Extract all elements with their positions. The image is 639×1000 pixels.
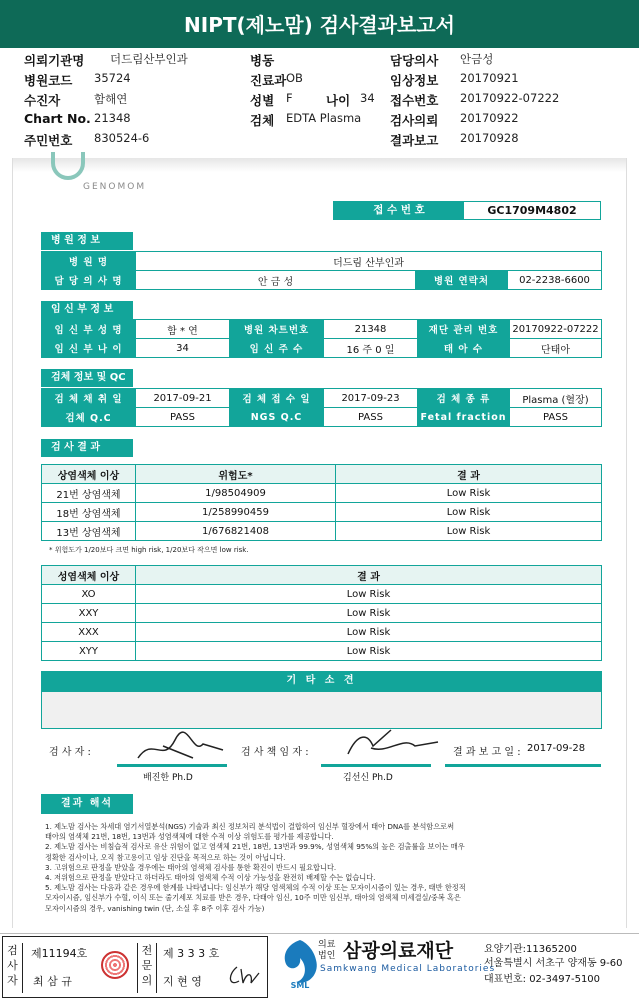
cell-label: 임 신 부 나 이 xyxy=(42,339,136,358)
interpretation-line: 4. 저위험으로 판정을 받았다고 하더라도 태아의 염색체 수적 이상 가능성을 완전히 배제할 수는 없습니다. xyxy=(45,873,376,883)
results-section-title: 검 사 결 과 xyxy=(41,439,133,457)
header-value: 35724 xyxy=(94,71,131,85)
column-header: 결 과 xyxy=(136,566,602,585)
header-value: 20170928 xyxy=(460,131,519,145)
header-label: 검체 xyxy=(250,113,275,128)
table-cell: Low Risk xyxy=(136,642,602,661)
tester-label: 검 사 자 : xyxy=(49,747,91,758)
table-cell: XXY xyxy=(42,604,136,623)
table-cell: 13번 상염색체 xyxy=(42,522,136,541)
chief-name: 김선신 Ph.D xyxy=(343,773,393,783)
report-header-info xyxy=(24,51,624,151)
header-label: 성별 xyxy=(250,93,275,108)
cell-label: NGS Q.C xyxy=(230,408,324,427)
signature-line xyxy=(117,764,227,767)
interpretation-line: 태아의 염색체 21번, 18번, 13번과 성염색체에 대한 수적 이상 위험도를 평가를 제공합니다. xyxy=(45,832,334,842)
table-cell: XO xyxy=(42,585,136,604)
specialist-signature xyxy=(225,961,261,989)
header-label: 나이 xyxy=(326,93,351,108)
header-value: 830524-6 xyxy=(94,131,150,145)
table-row xyxy=(42,522,602,541)
footer xyxy=(0,933,639,1000)
report-sheet xyxy=(12,158,627,928)
report-date: 2017-09-28 xyxy=(527,743,586,754)
header-label: Chart No. xyxy=(24,111,91,126)
report-title: NIPT(제노맘) 검사결과보고서 xyxy=(0,0,639,48)
hospital-table xyxy=(41,251,602,290)
header-value: F xyxy=(286,91,293,105)
column-header: 성염색체 이상 xyxy=(42,566,136,585)
seal-stamp xyxy=(101,951,129,979)
table-row xyxy=(42,623,602,642)
cell-label: Fetal fraction xyxy=(418,408,510,427)
license-number: 제11194호 xyxy=(31,947,88,960)
tester-vertical-label: 검사자 xyxy=(3,943,23,993)
cell-value: 34 xyxy=(136,339,230,358)
table-cell: XYY xyxy=(42,642,136,661)
header-label: 결과보고 xyxy=(390,133,439,148)
header-label: 접수번호 xyxy=(390,93,439,108)
cell-label: 검체 Q.C xyxy=(42,408,136,427)
interpretation-line: 정확한 검사이나, 오직 참고용이고 임상 진단을 목적으로 하는 것이 아닙니다. xyxy=(45,852,286,862)
license-number: 제 3 3 3 호 xyxy=(163,947,220,960)
sml-logo-icon xyxy=(278,938,322,990)
header-label: 의뢰기관명 xyxy=(24,53,85,68)
report-date-label: 결 과 보 고 일 : xyxy=(453,747,521,758)
etc-content xyxy=(41,691,602,729)
header-value: EDTA Plasma xyxy=(286,111,362,125)
header-label: 진료과 xyxy=(250,73,287,88)
genomom-logo xyxy=(43,160,203,196)
table-row xyxy=(42,604,602,623)
table-cell: 1/98504909 xyxy=(136,484,336,503)
org-english-name: Samkwang Medical Laboratories xyxy=(320,964,496,974)
logo-mark-icon xyxy=(51,152,85,180)
receipt-value: GC1709M4802 xyxy=(487,204,577,217)
org-phone: 대표번호: 02-3497-5100 xyxy=(484,974,601,985)
header-label: 주민번호 xyxy=(24,133,73,148)
interpretation-line: 모자이시즘, 임신부가 수혈, 이식 또는 줄기세포 치료를 받은 경우, 다태아 임신, 10주 미만 임신부, 태아의 염색체 미세결실/중복 혹은 xyxy=(45,893,461,903)
table-cell: Low Risk xyxy=(136,623,602,642)
interpretation-line: 1. 제노맘 검사는 차세대 염기서열분석(NGS) 기술과 최신 정보처리 분석법이 결합하여 임신부 혈장에서 태아 DNA를 분석함으로써 xyxy=(45,822,455,831)
table-cell: 1/258990459 xyxy=(136,503,336,522)
cell-value: 함 * 연 xyxy=(136,320,230,339)
table-cell: Low Risk xyxy=(336,522,602,541)
table-cell: 1/676821408 xyxy=(136,522,336,541)
table-cell: Low Risk xyxy=(136,585,602,604)
cell-label: 병원 차트번호 xyxy=(230,320,324,339)
cell-label: 병 원 명 xyxy=(42,252,136,271)
header-value: 21348 xyxy=(94,111,131,125)
table-row xyxy=(42,484,602,503)
signature-line xyxy=(321,764,431,767)
column-header: 결 과 xyxy=(336,465,602,484)
sml-logo-text: SML xyxy=(290,981,310,990)
header-value: 안금성 xyxy=(460,52,494,66)
cell-value: PASS xyxy=(324,408,418,427)
header-label: 검사의뢰 xyxy=(390,113,439,128)
receipt-label: 접 수 번 호 xyxy=(334,202,464,219)
autosome-results-table xyxy=(41,464,602,541)
cell-label: 태 아 수 xyxy=(418,339,510,358)
org-address: 서울특별시 서초구 양재동 9-60 xyxy=(484,958,623,969)
header-value: OB xyxy=(286,71,303,85)
header-value: 20170921 xyxy=(460,71,519,85)
header-value: 34 xyxy=(360,91,375,105)
cell-value: Plasma (혈장) xyxy=(510,389,602,408)
patient-section-title: 임 신 부 정 보 xyxy=(41,301,133,319)
table-cell: Low Risk xyxy=(136,604,602,623)
header-label: 수진자 xyxy=(24,93,61,108)
interpretation-section-title: 결과 해석 xyxy=(41,794,133,814)
table-cell: Low Risk xyxy=(336,503,602,522)
patient-table xyxy=(41,319,602,358)
interpretation-line: 2. 제노맘 검사는 비침습적 검사로 유산 위험이 없고 염색체 21번, 18번, 13번과 99.9%, 성염색체 95%의 높은 검출률을 보이는 매우 xyxy=(45,842,465,852)
cell-value: 16 주 0 일 xyxy=(324,339,418,358)
interpretation-text xyxy=(45,822,605,914)
facility-code: 요양기관:11365200 xyxy=(484,944,577,955)
cell-value: 단태아 xyxy=(510,339,602,358)
cell-label: 담 당 의 사 명 xyxy=(42,271,136,290)
hospital-section-title: 병 원 정 보 xyxy=(41,232,133,250)
cell-value: 20170922-07222 xyxy=(510,320,602,339)
cell-value: 더드림 산부인과 xyxy=(136,252,602,271)
signer-name: 최 삼 규 xyxy=(33,975,72,988)
cell-label: 검 체 접 수 일 xyxy=(230,389,324,408)
tester-signature xyxy=(133,726,233,766)
table-row xyxy=(42,585,602,604)
specimen-section-title: 검체 정보 및 QC xyxy=(41,369,133,387)
signer-box xyxy=(2,936,268,998)
cell-value: PASS xyxy=(510,408,602,427)
tester-name: 배진한 Ph.D xyxy=(143,773,193,783)
risk-note: * 위험도가 1/20보다 크면 high risk, 1/20보다 작으면 low risk. xyxy=(49,546,249,554)
table-cell: XXX xyxy=(42,623,136,642)
interpretation-line: 모자이시즘의 경우, vanishing twin (단, 소실 후 8주 이후 검사 가능) xyxy=(45,903,265,913)
header-label: 병원코드 xyxy=(24,73,73,88)
receipt-number-box xyxy=(333,201,601,220)
sex-chromosome-table xyxy=(41,565,602,661)
chief-signature xyxy=(343,724,443,764)
logo-text: GENOMOM xyxy=(83,182,147,192)
header-label: 담당의사 xyxy=(390,53,439,68)
cell-value: 21348 xyxy=(324,320,418,339)
cell-label: 재단 관리 번호 xyxy=(418,320,510,339)
chief-label: 검 사 책 임 자 : xyxy=(241,747,309,758)
table-cell: 18번 상염색체 xyxy=(42,503,136,522)
cell-label: 검 체 채 취 일 xyxy=(42,389,136,408)
cell-label: 임 신 부 성 명 xyxy=(42,320,136,339)
header-value: 20170922 xyxy=(460,111,519,125)
header-label: 임상정보 xyxy=(390,73,439,88)
cell-label: 검 체 종 류 xyxy=(418,389,510,408)
signer-name: 지 현 영 xyxy=(163,975,202,988)
cell-value: 2017-09-23 xyxy=(324,389,418,408)
cell-value: 02-2238-6600 xyxy=(508,271,602,290)
cell-label: 병원 연락처 xyxy=(416,271,508,290)
signature-line xyxy=(445,764,601,767)
column-header: 위험도* xyxy=(136,465,336,484)
header-value: 함해연 xyxy=(94,92,128,106)
column-header: 상염색체 이상 xyxy=(42,465,136,484)
interpretation-line: 5. 제노맘 검사는 다음과 같은 경우에 한계를 나타냅니다: 임신부가 해당 염색체의 수적 이상 또는 모자이시즘이 있는 경우, 태반 한정적 xyxy=(45,883,466,893)
header-label: 병동 xyxy=(250,53,275,68)
cell-label: 임 신 주 수 xyxy=(230,339,324,358)
table-row xyxy=(42,642,602,661)
cell-value: PASS xyxy=(136,408,230,427)
header-value: 20170922-07222 xyxy=(460,91,560,105)
table-row xyxy=(42,503,602,522)
etc-section-title: 기 타 소 견 xyxy=(41,671,602,691)
interpretation-line: 3. 고위험으로 판정을 받았을 경우에는 태아의 염색체 검사를 통한 확진이 반드시 필요합니다. xyxy=(45,862,337,872)
specialist-vertical-label: 전문의 xyxy=(137,943,157,993)
cell-value: 안 금 성 xyxy=(136,271,416,290)
table-cell: 21번 상염색체 xyxy=(42,484,136,503)
org-prefix: 의료법인 xyxy=(318,940,336,961)
header-value: 더드림산부인과 xyxy=(110,52,188,66)
specimen-table xyxy=(41,388,602,427)
cell-value: 2017-09-21 xyxy=(136,389,230,408)
table-cell: Low Risk xyxy=(336,484,602,503)
org-name: 삼광의료재단 xyxy=(343,940,454,962)
